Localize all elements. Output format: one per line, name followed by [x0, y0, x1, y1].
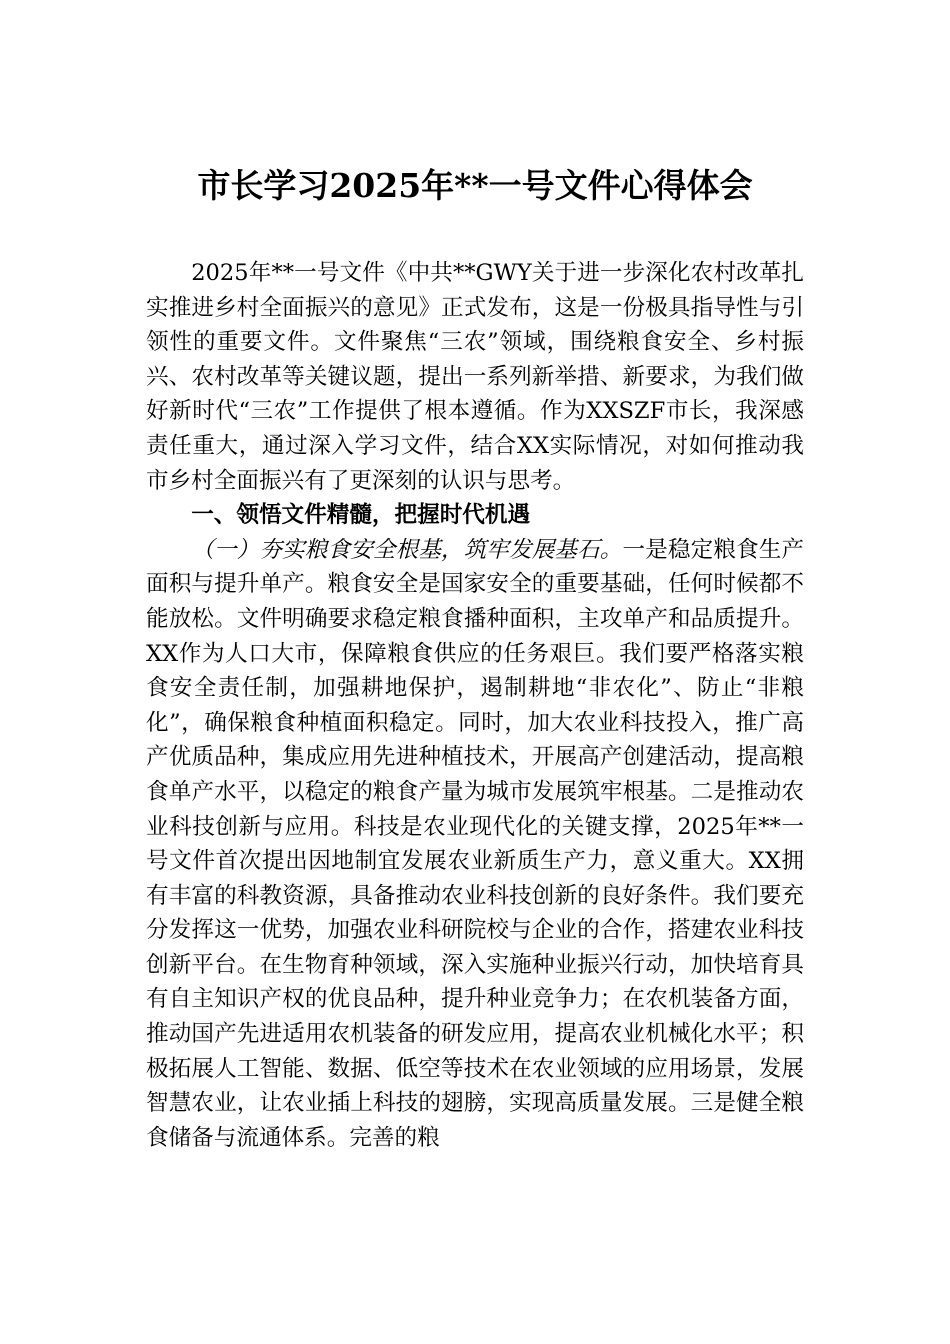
section-heading: 一、领悟文件精髓，把握时代机遇: [191, 502, 531, 529]
intro-paragraph: 2025年**一号文件《中共**GWY关于进一步深化农村改革扎实推进乡村全面振兴的意见》正式发布，这是一份极具指导性与引领性的重要文件。文件聚焦“三农”领域，围绕粮食安全、乡村振兴、农村改革等关键议题，提出一系列新举措、新要求，为我们做好新时代“三农”工作提供了根本遵循。作为XXSZF市长，我深感责任重大，通过深入学习文件，结合XX实际情况，对如何推动我市乡村全面振兴有了更深刻的认识与思考。: [146, 260, 804, 494]
subsection-heading: （一）夯实粮食安全根基，筑牢发展基石。: [191, 536, 623, 563]
document-body: [146, 256, 804, 1155]
subsection-body: 一是稳定粮食生产面积与提升单产。粮食安全是国家安全的重要基础，任何时候都不能放松。文件明确要求稳定粮食播种面积，主攻单产和品质提升。XX作为人口大市，保障粮食供应的任务艰巨。我们要严格落实粮食安全责任制，加强耕地保护，遏制耕地“非农化”、防止“非粮化”，确保粮食种植面积稳定。同时，加大农业科技投入，推广高产优质品种，集成应用先进种植技术，开展高产创建活动，提高粮食单产水平，以稳定的粮食产量为城市发展筑牢根基。二是推动农业科技创新与应用。科技是农业现代化的关键支撑，2025年**一号文件首次提出因地制宜发展农业新质生产力，意义重大。XX拥有丰富的科教资源，具备推动农业科技创新的良好条件。我们要充分发挥这一优势，加强农业科研院校与企业的合作，搭建农业科技创新平台。在生物育种领域，深入实施种业振兴行动，加快培育具有自主知识产权的优良品种，提升种业竞争力；在农机装备方面，推动国产先进适用农机装备的研发应用，提高农业机械化水平；积极拓展人工智能、数据、低空等技术在农业领域的应用场景，发展智慧农业，让农业插上科技的翅膀，实现高质量发展。三是健全粮食储备与流通体系。完善的粮: [146, 536, 805, 1151]
subsection-paragraph: [146, 533, 804, 1156]
document-title: 市长学习2025年**一号文件心得体会: [197, 166, 753, 205]
